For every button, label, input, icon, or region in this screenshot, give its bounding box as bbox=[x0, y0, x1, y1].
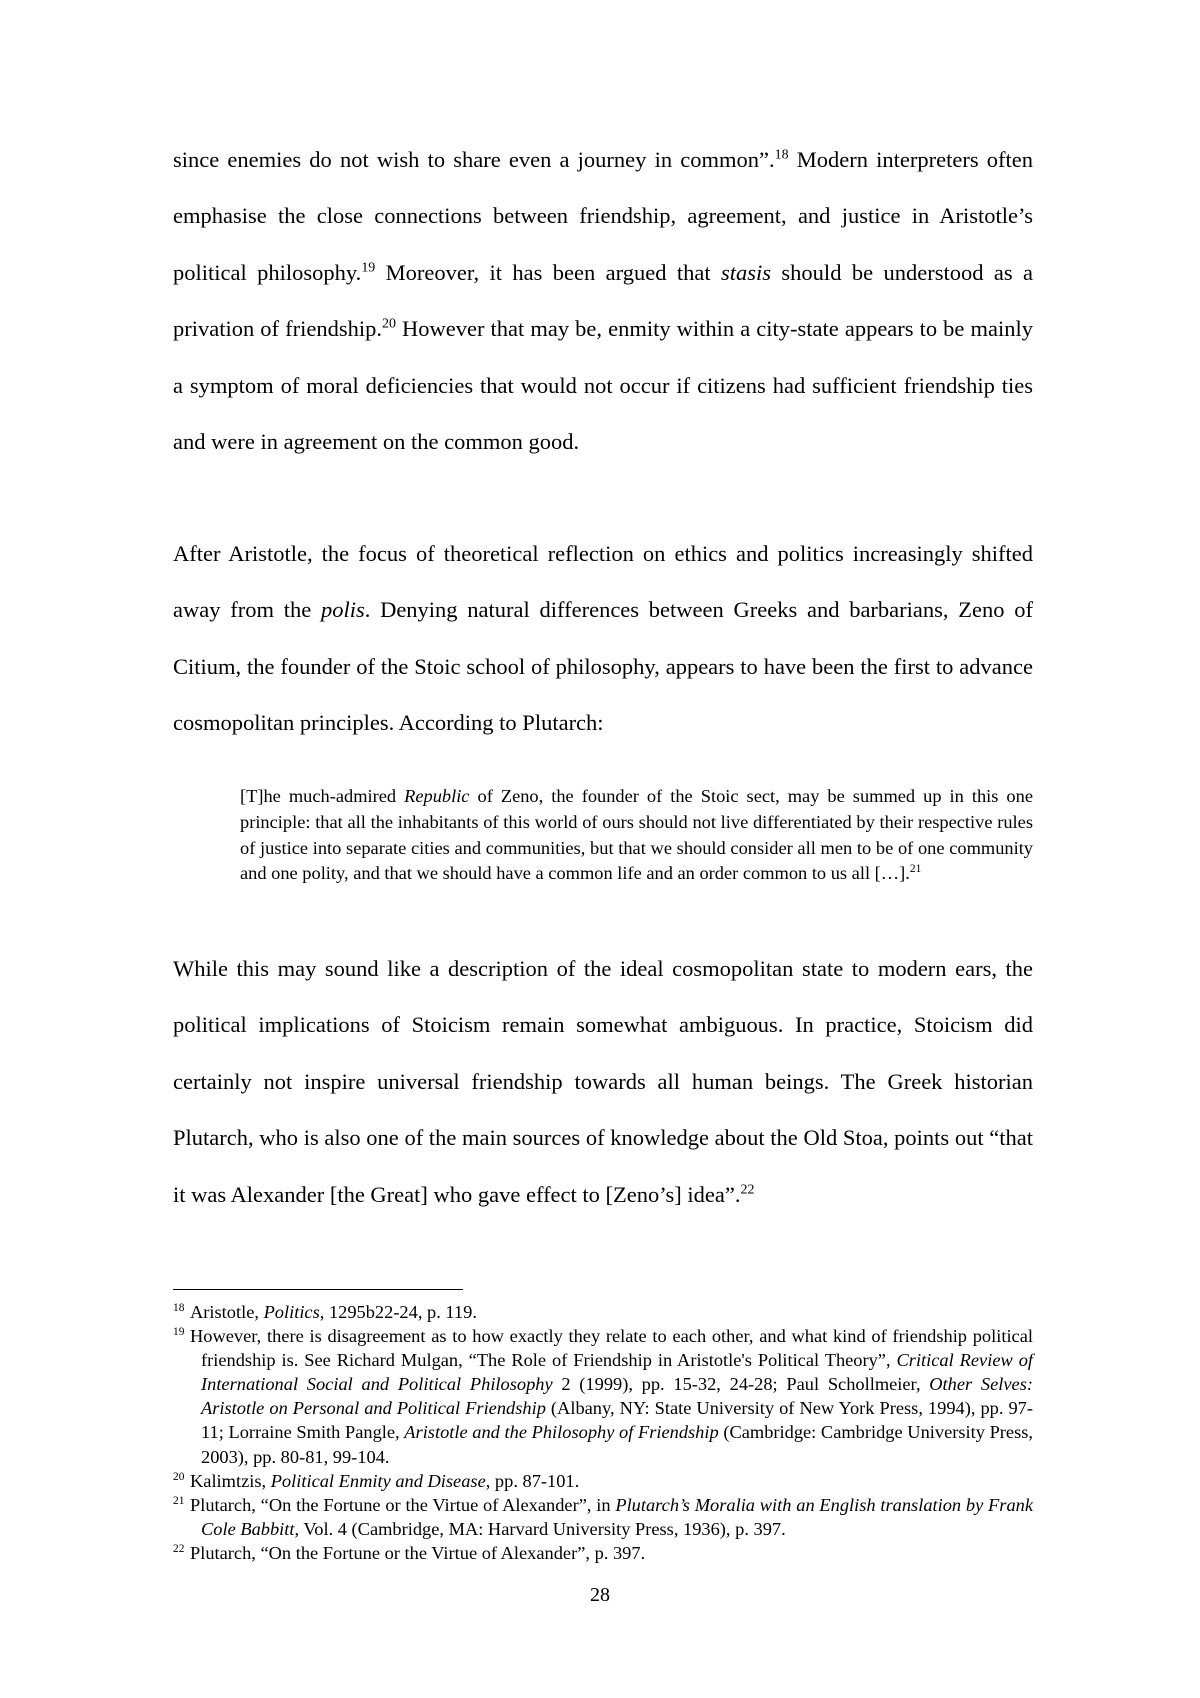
text-run: . Denying natural differences between Greeks and barbarians, Zeno of Citium, the founder of the Stoic school of philosophy, appears to have been the first to advance cosmopolitan principles. According to Plutarch: bbox=[173, 597, 1033, 736]
footnote-ref-18[interactable]: 18 bbox=[774, 147, 789, 163]
italic-title: Republic bbox=[404, 786, 470, 806]
italic-title: Political Enmity and Disease bbox=[270, 1470, 486, 1491]
text-run: However, there is disagreement as to how exactly they relate to each other, and what kind of friendship political friendship is. See Richard Mulgan, “The Role of Friendship in Aristotle's Political Theory”, bbox=[190, 1326, 1033, 1371]
text-run: , Vol. 4 (Cambridge, MA: Harvard University Press, 1936), p. 397. bbox=[294, 1518, 786, 1539]
text-run: Aristotle, bbox=[190, 1302, 264, 1322]
footnotes-list bbox=[173, 1300, 1033, 1565]
text-run: [T]he much-admired bbox=[240, 786, 405, 806]
text-run: After Aristotle, the focus of theoretical reflection on ethics and politics increasingly shifted away from the bbox=[173, 541, 1033, 623]
body-paragraph-3 bbox=[173, 941, 1033, 1223]
body-paragraph-1 bbox=[173, 132, 1033, 470]
text-run: Moreover, it has been argued that bbox=[375, 259, 721, 285]
footnote-22: 22 Plutarch, “On the Fortune or the Virtue of Alexander”, p. 397. bbox=[173, 1542, 646, 1563]
footnote-21: 21 Plutarch, “On the Fortune or the Virtue of Alexander”, in Plutarch’s Moralia with an English translation by Frank Cole Babbitt, Vol. 4 (Cambridge, MA: Harvard University Press, 1936), p. 397. bbox=[173, 1494, 1033, 1539]
footnote-ref-19[interactable]: 19 bbox=[361, 260, 376, 276]
text-run: 2 (1999), pp. 15-32, 24-28; Paul Schollmeier, bbox=[552, 1374, 930, 1395]
text-run: (Cambridge: Cambridge University Press, 2003), pp. 80-81, 99-104. bbox=[201, 1422, 1033, 1467]
body-paragraph-2 bbox=[173, 526, 1033, 752]
text-run: Plutarch, “On the Fortune or the Virtue of Alexander”, p. 397. bbox=[190, 1542, 646, 1563]
italic-title: Aristotle and the Philosophy of Friendship bbox=[404, 1422, 719, 1443]
footnote-ref-21[interactable]: 21 bbox=[909, 863, 922, 876]
text-run: since enemies do not wish to share even a journey in common”. bbox=[173, 147, 775, 172]
text-run: Kalimtzis, bbox=[190, 1470, 271, 1491]
text-run: Plutarch, “On the Fortune or the Virtue of Alexander”, in bbox=[190, 1494, 616, 1515]
text-run: of Zeno, the founder of the Stoic sect, may be summed up in this one principle: that all the inhabitants of this world of ours should not live differentiated by their respective rules of justice into separate cities and communities, but that we should consider all men to be of one community and one polity, and that we should have a common life and an order common to us all […]. bbox=[240, 786, 1033, 884]
footnote-ref-20[interactable]: 20 bbox=[381, 316, 396, 332]
text-run: However that may be, enmity within a city-state appears to be mainly a symptom of moral deficiencies that would not occur if citizens had sufficient friendship ties and were in agreement on the common good. bbox=[173, 316, 1033, 455]
footnote-ref-22[interactable]: 22 bbox=[740, 1181, 755, 1197]
italic-title: Critical Review of International Social and Political Philosophy bbox=[201, 1350, 1033, 1395]
footnote-18: 18 Aristotle, Politics, 1295b22-24, p. 119. bbox=[173, 1301, 477, 1322]
block-quotation bbox=[240, 784, 1033, 887]
italic-term: stasis bbox=[721, 259, 772, 285]
text-run: should be understood as a privation of friendship. bbox=[173, 259, 1033, 342]
footnote-20: 20 Kalimtzis, Political Enmity and Disease, pp. 87-101. bbox=[173, 1470, 580, 1491]
italic-term: polis bbox=[320, 597, 365, 623]
text-run: , 1295b22-24, p. 119. bbox=[319, 1302, 477, 1322]
text-run: (Albany, NY: State University of New York Press, 1994), pp. 97-11; Lorraine Smith Pangle, bbox=[201, 1398, 1033, 1443]
italic-title: Politics bbox=[263, 1302, 320, 1322]
italic-title: Plutarch’s Moralia with an English translation by Frank Cole Babbitt bbox=[201, 1494, 1033, 1539]
text-run: Modern interpreters often emphasise the close connections between friendship, agreement, and justice in Aristotle’s political philosophy. bbox=[173, 147, 1033, 285]
footnote-19: 19 However, there is disagreement as to how exactly they relate to each other, and what kind of friendship political friendship is. See Richard Mulgan, “The Role of Friendship in Aristotle's Political Theory”, Critical Review of International Social and Political Philosophy 2 (1999), pp. 15-32, 24-28; Paul Schollmeier, Other Selves: Aristotle on Personal and Political Friendship (Albany, NY: State University of New York Press, 1994), pp. 97-11; Lorraine Smith Pangle, Aristotle and the Philosophy of Friendship (Cambridge: Cambridge University Press, 2003), pp. 80-81, 99-104. bbox=[173, 1326, 1033, 1467]
page-number: 28 bbox=[590, 1584, 610, 1606]
italic-title: Other Selves: Aristotle on Personal and Political Friendship bbox=[201, 1374, 1033, 1419]
text-run: , pp. 87-101. bbox=[485, 1470, 580, 1491]
footnote-separator bbox=[173, 1289, 463, 1290]
text-run: While this may sound like a description of the ideal cosmopolitan state to modern ears, the political implications of Stoicism remain somewhat ambiguous. In practice, Stoicism did certainly not inspire universal friendship towards all human beings. The Greek historian Plutarch, who is also one of the main sources of knowledge about the Old Stoa, points out “that it was Alexander [the Great] who gave effect to [Zeno’s] idea”. bbox=[173, 956, 1033, 1207]
